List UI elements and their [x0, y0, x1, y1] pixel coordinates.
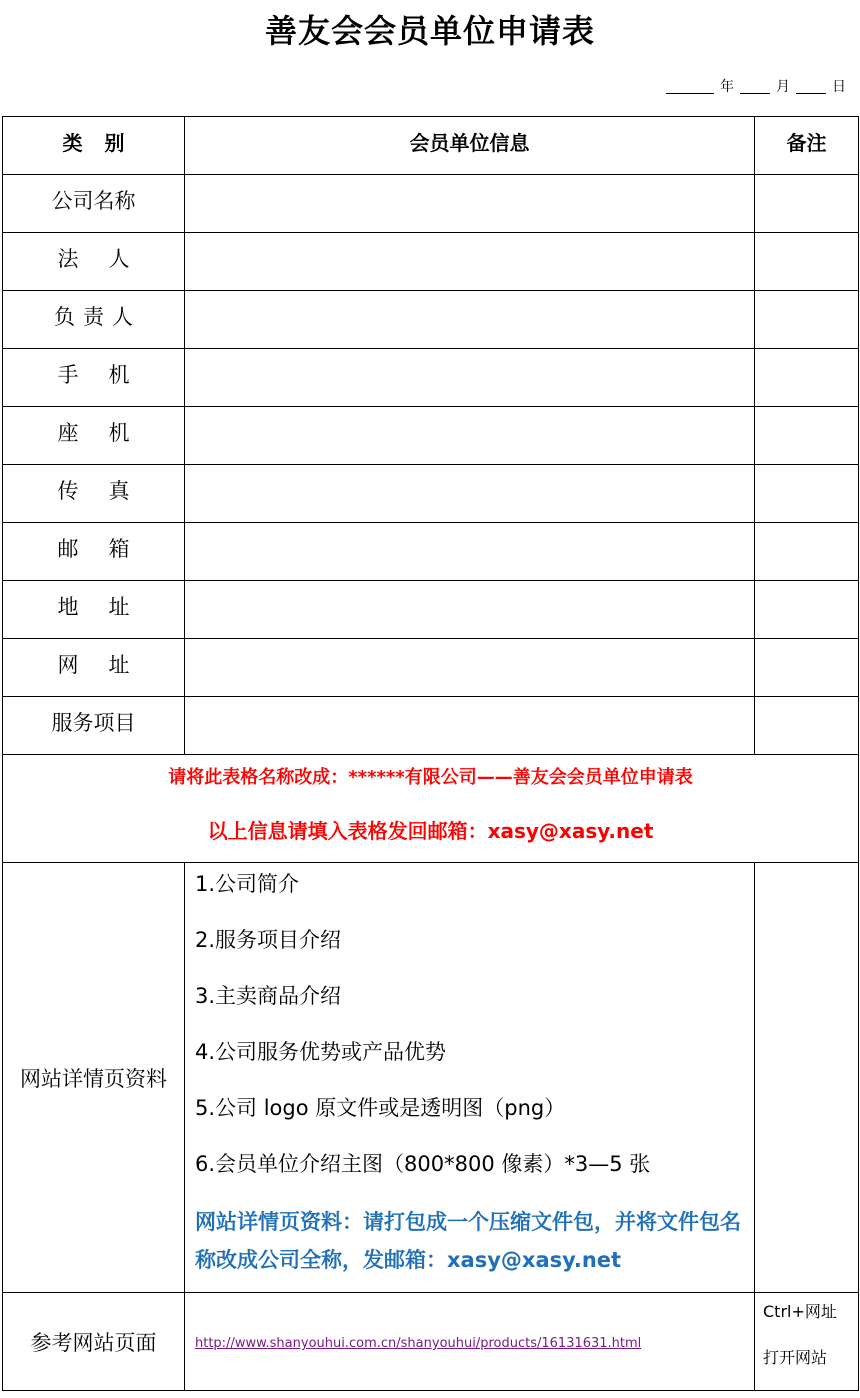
detail-content — [185, 863, 755, 1293]
application-table — [2, 116, 859, 1391]
field-row-contact-person — [3, 291, 859, 349]
field-value-cell[interactable] — [185, 175, 755, 233]
email-notice: 以上信息请填入表格发回邮箱：xasy@xasy.net — [207, 819, 654, 843]
day-blank[interactable] — [796, 79, 826, 94]
field-row-email — [3, 523, 859, 581]
month-label: 月 — [776, 79, 790, 95]
year-blank[interactable] — [666, 79, 714, 94]
header-remark: 备注 — [755, 117, 859, 175]
reference-note-line2: 打开网站 — [763, 1348, 828, 1367]
field-value-cell[interactable] — [185, 349, 755, 407]
field-label: 网址 — [3, 639, 185, 697]
reference-content — [185, 1293, 755, 1391]
field-label: 法人 — [3, 233, 185, 291]
field-value-cell[interactable] — [185, 465, 755, 523]
detail-item: 6.会员单位介绍主图（800*800 像素）*3—5 张 — [195, 1152, 651, 1176]
field-label: 公司名称 — [3, 175, 185, 233]
notice-cell — [3, 755, 859, 863]
field-label: 手机 — [3, 349, 185, 407]
rename-notice: 请将此表格名称改成：******有限公司——善友会会员单位申请表 — [168, 767, 693, 788]
field-remark-cell[interactable] — [755, 639, 859, 697]
notice-row — [3, 755, 859, 863]
field-label: 座机 — [3, 407, 185, 465]
detail-instruction: 网站详情页资料：请打包成一个压缩文件包，并将文件包名称改成公司全称，发邮箱：xasy@xasy.net — [195, 1210, 741, 1272]
field-row-fax — [3, 465, 859, 523]
detail-item: 1.公司简介 — [195, 872, 300, 896]
field-row-legal-person — [3, 233, 859, 291]
header-category: 类别 — [3, 117, 185, 175]
field-remark-cell[interactable] — [755, 233, 859, 291]
field-value-cell[interactable] — [185, 581, 755, 639]
field-value-cell[interactable] — [185, 233, 755, 291]
field-row-landline — [3, 407, 859, 465]
header-info: 会员单位信息 — [185, 117, 755, 175]
field-value-cell[interactable] — [185, 639, 755, 697]
field-value-cell[interactable] — [185, 523, 755, 581]
field-remark-cell[interactable] — [755, 175, 859, 233]
reference-note — [755, 1293, 859, 1391]
field-remark-cell[interactable] — [755, 465, 859, 523]
field-value-cell[interactable] — [185, 697, 755, 755]
month-blank[interactable] — [740, 79, 770, 94]
field-label: 服务项目 — [3, 697, 185, 755]
field-label: 传真 — [3, 465, 185, 523]
field-row-mobile — [3, 349, 859, 407]
field-label: 邮箱 — [3, 523, 185, 581]
field-remark-cell[interactable] — [755, 291, 859, 349]
date-line — [666, 76, 846, 96]
table-header-row — [3, 117, 859, 175]
field-remark-cell[interactable] — [755, 407, 859, 465]
field-row-company-name — [3, 175, 859, 233]
reference-row — [3, 1293, 859, 1391]
field-remark-cell[interactable] — [755, 349, 859, 407]
field-label: 地址 — [3, 581, 185, 639]
detail-item: 2.服务项目介绍 — [195, 928, 342, 952]
day-label: 日 — [832, 79, 846, 95]
year-label: 年 — [720, 79, 734, 95]
field-row-services — [3, 697, 859, 755]
field-row-website — [3, 639, 859, 697]
reference-link[interactable]: http://www.shanyouhui.com.cn/shanyouhui/products/16131631.html — [195, 1336, 642, 1351]
detail-item: 3.主卖商品介绍 — [195, 984, 342, 1008]
reference-label: 参考网站页面 — [3, 1293, 185, 1391]
detail-item: 4.公司服务优势或产品优势 — [195, 1040, 447, 1064]
detail-row — [3, 863, 859, 1293]
field-value-cell[interactable] — [185, 291, 755, 349]
detail-label: 网站详情页资料 — [3, 863, 185, 1293]
detail-item: 5.公司 logo 原文件或是透明图（png） — [195, 1096, 566, 1120]
field-value-cell[interactable] — [185, 407, 755, 465]
field-remark-cell[interactable] — [755, 523, 859, 581]
field-remark-cell[interactable] — [755, 697, 859, 755]
field-row-address — [3, 581, 859, 639]
field-remark-cell[interactable] — [755, 581, 859, 639]
form-title: 善友会会员单位申请表 — [264, 12, 595, 50]
field-label: 负责人 — [3, 291, 185, 349]
reference-note-line1: Ctrl+网址 — [763, 1302, 837, 1321]
detail-remark-cell[interactable] — [755, 863, 859, 1293]
